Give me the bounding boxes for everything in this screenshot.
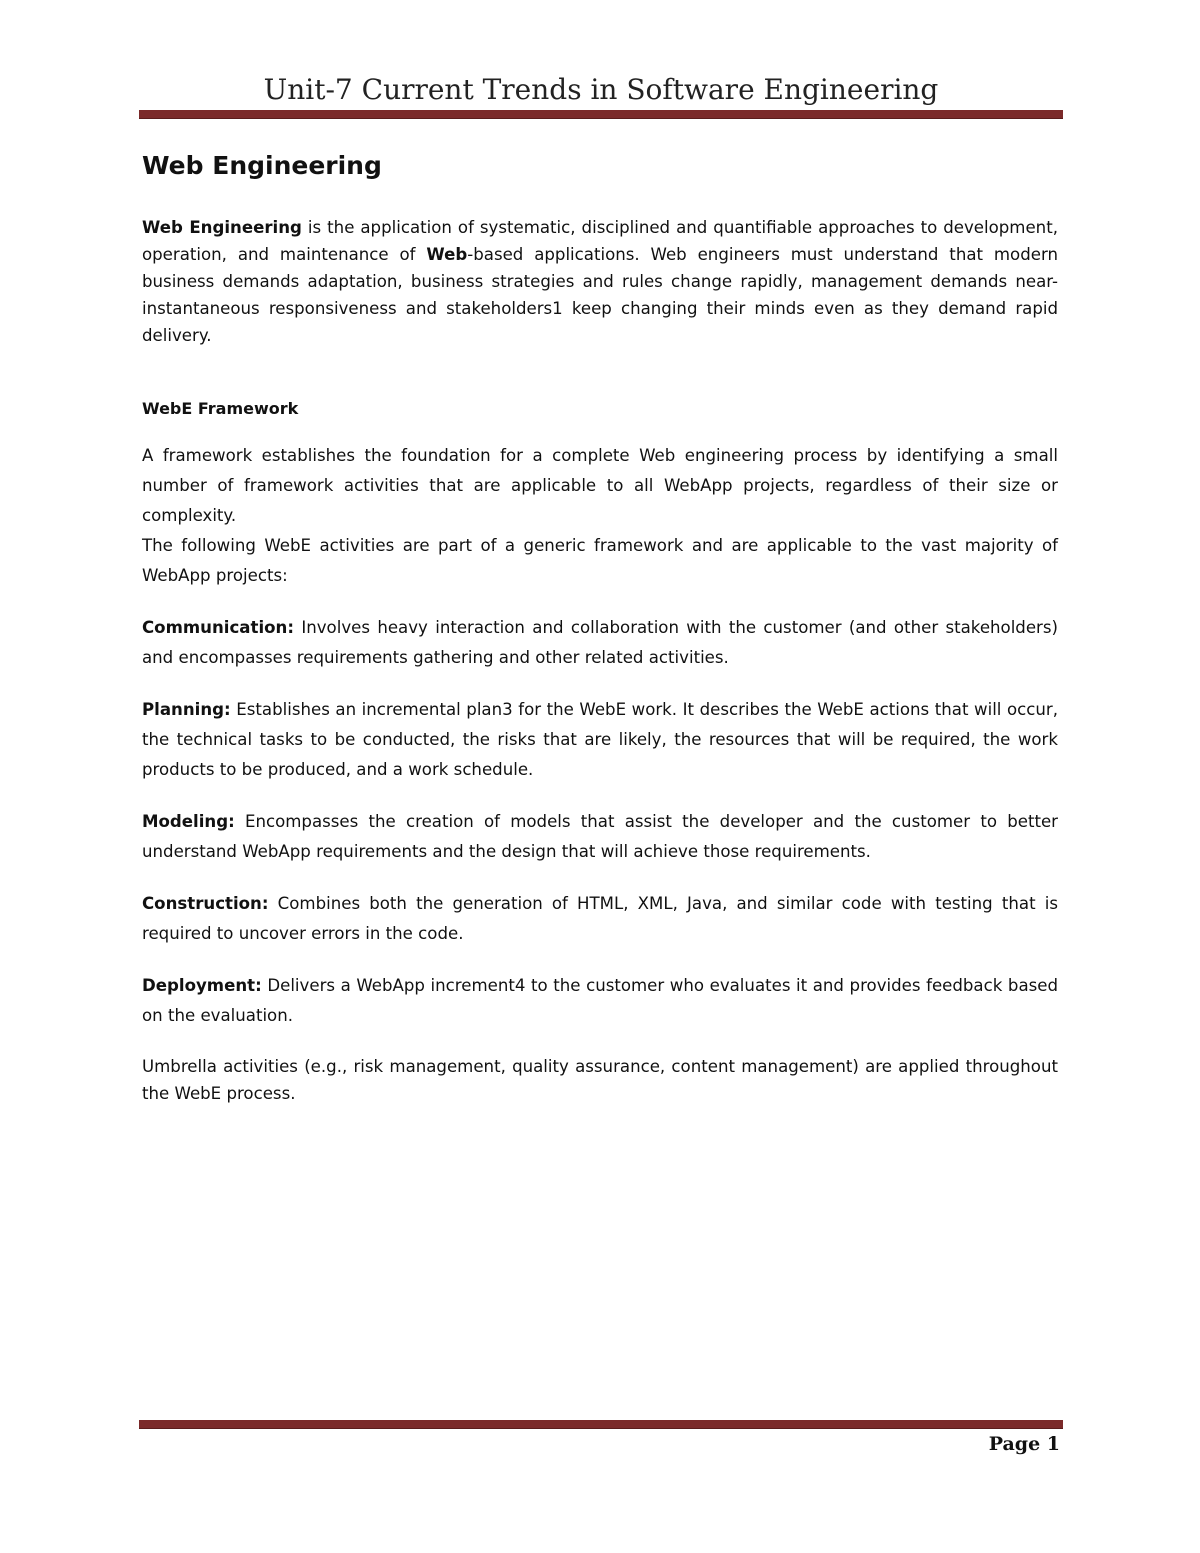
page-number: Page 1: [988, 1433, 1060, 1455]
activity-deployment: [142, 971, 1058, 1031]
activity-text: Involves heavy interaction and collaboration with the customer (and other stakeholders) and encompasses requirements gathering and other related activities.: [142, 618, 1058, 667]
intro-paragraph: [142, 214, 1058, 349]
intro-lead-term: Web Engineering: [142, 218, 302, 237]
intro-text-1: is the application of systematic, disciplined and quantifiable approaches to development, operation, and maintenance of: [142, 218, 1058, 264]
activity-term: Deployment:: [142, 976, 262, 995]
umbrella-paragraph: Umbrella activities (e.g., risk management, quality assurance, content management) are applied throughout the WebE process.: [142, 1057, 1058, 1103]
activity-text: Combines both the generation of HTML, XML, Java, and similar code with testing that is required to uncover errors in the code.: [142, 894, 1058, 943]
intro-text-2: -based applications. Web engineers must understand that modern business demands adaptation, business strategies and rules change rapidly, management demands near-instantaneous responsiveness and stakeholders1 keep changing their minds even as they demand rapid delivery.: [142, 245, 1058, 345]
spacer: [142, 591, 1058, 613]
activity-text: Delivers a WebApp increment4 to the customer who evaluates it and provides feedback based on the evaluation.: [142, 976, 1058, 1025]
activity-term: Modeling:: [142, 812, 235, 831]
framework-paragraph-1: A framework establishes the foundation for a complete Web engineering process by identifying a small number of framework activities that are applicable to all WebApp projects, regardless of their size or complexity.: [142, 446, 1058, 525]
spacer: [142, 785, 1058, 807]
page-header-title: Unit-7 Current Trends in Software Engineering: [263, 73, 939, 106]
activity-term: Communication:: [142, 618, 294, 637]
activity-communication: [142, 613, 1058, 673]
activity-term: Planning:: [142, 700, 231, 719]
framework-paragraph-2: The following WebE activities are part of a generic framework and are applicable to the vast majority of WebApp projects:: [142, 536, 1058, 585]
spacer: [142, 673, 1058, 695]
spacer: [142, 867, 1058, 889]
activity-text: Establishes an incremental plan3 for the WebE work. It describes the WebE actions that will occur, the technical tasks to be conducted, the risks that are likely, the resources that will be required, the work products to be produced, and a work schedule.: [142, 700, 1058, 779]
activity-planning: [142, 695, 1058, 785]
spacer: [142, 1031, 1058, 1053]
activity-construction: [142, 889, 1058, 949]
page-content: [142, 148, 1058, 1107]
intro-mid-term: Web: [426, 245, 468, 264]
section-heading: Web Engineering: [142, 151, 382, 180]
activity-term: Construction:: [142, 894, 269, 913]
footer-rule: [139, 1420, 1063, 1428]
activity-modeling: [142, 807, 1058, 867]
spacer: [142, 949, 1058, 971]
activity-text: Encompasses the creation of models that assist the developer and the customer to better understand WebApp requirements and the design that will achieve those requirements.: [142, 812, 1058, 861]
subsection-heading: WebE Framework: [142, 399, 299, 418]
header-rule: [139, 110, 1063, 118]
